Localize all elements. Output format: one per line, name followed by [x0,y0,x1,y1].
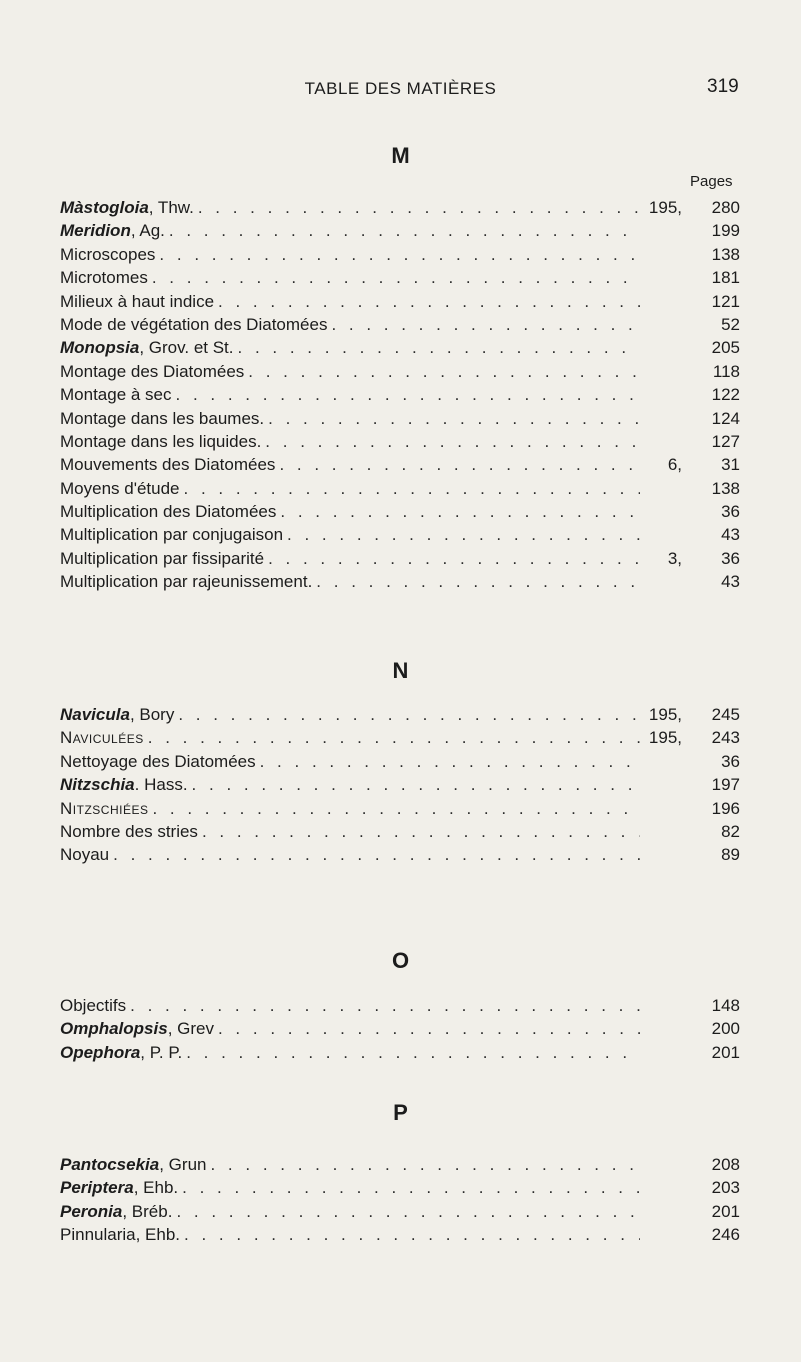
dot-leader [218,290,640,313]
page-ref: 31 [721,455,740,475]
genus-name: Màstogloia [60,198,149,217]
index-list-n [60,703,740,867]
index-entry [60,219,740,242]
dot-leader [184,1223,640,1246]
page-ref: 138 [711,244,740,264]
dot-leader [331,313,640,336]
entry-term: Multiplication par rajeunissement. [60,572,313,592]
page-ref: 201 [711,1201,740,1221]
index-entry [60,1041,740,1064]
dot-leader [280,500,640,523]
genus-name: Navicula [60,705,130,724]
page-ref: 138 [711,478,740,498]
page-ref-primary: 6, [667,455,682,475]
page-ref: 36 [721,751,740,771]
page-ref: 199 [711,221,740,241]
page-ref: 203 [711,1178,740,1198]
family-name: Nitzschiées [60,798,149,818]
entry-term: Nettoyage des Diatomées [60,751,256,771]
page-ref: 196 [711,798,740,818]
index-entry [60,570,740,593]
family-name: Naviculées [60,728,144,748]
genus-name: Peronia [60,1201,123,1221]
page-ref: 246 [711,1225,740,1245]
page-ref: 122 [711,385,740,405]
page-ref: 245 [711,705,740,724]
page-ref: 121 [711,291,740,311]
page-ref: 181 [711,268,740,288]
index-entry [60,843,740,866]
entry-term: Montage dans les liquides. [60,431,262,451]
entry-term [60,726,144,749]
entry-term: Nombre des stries [60,821,198,841]
index-list-o [60,994,740,1064]
dot-leader [113,843,640,866]
page-ref: 118 [712,361,740,381]
entry-term [60,219,165,242]
dot-leader [176,1200,640,1223]
index-entry [60,500,740,523]
page-ref: 89 [721,845,740,865]
genus-name: Meridion [60,221,131,241]
entry-term: Pinnularia, Ehb. [60,1225,181,1245]
genus-name: Nitzschia [60,775,135,795]
dot-leader [210,1153,640,1176]
entry-term [60,1176,178,1199]
dot-leader [202,820,640,843]
page-ref: 205 [711,338,740,358]
page-ref: 197 [711,775,740,795]
index-entry [60,453,740,476]
dot-leader [218,1017,640,1040]
dot-leader [182,1176,640,1199]
running-header: TABLE DES MATIÈRES [304,79,497,98]
dot-leader [260,750,640,773]
dot-leader [152,797,640,820]
dot-leader [178,703,640,726]
index-entry [60,336,740,359]
genus-name: Periptera [60,1178,134,1198]
entry-term [60,336,234,359]
entry-term: Noyau [60,845,110,865]
index-entry [60,773,740,796]
index-entry [60,313,740,336]
dot-leader [152,266,640,289]
index-entry [60,266,740,289]
authority: , Thw. [148,198,194,217]
index-entry [60,1200,740,1223]
pages-column-label: Pages [690,173,733,190]
index-entry [60,383,740,406]
section-letter-n: N [392,658,409,683]
dot-leader [316,570,640,593]
entry-term: Multiplication des Diatomées [60,502,277,522]
entry-term: Objectifs [60,996,127,1015]
dot-leader [268,407,640,430]
dot-leader [265,430,640,453]
dot-leader [287,523,640,546]
dot-leader [169,219,640,242]
index-entry [60,290,740,313]
dot-leader [184,477,641,500]
page-ref: 200 [711,1019,740,1039]
entry-term: Montage dans les baumes. [60,408,265,428]
entry-term [60,1041,182,1064]
entry-term [60,773,188,796]
index-entry [60,726,740,749]
page-ref: 36 [721,502,740,522]
authority: . Hass. [134,775,188,795]
index-list-p [60,1153,740,1247]
dot-leader [248,360,640,383]
index-entry [60,797,740,820]
section-letter-o: O [391,948,410,973]
page-ref-primary: 195, [648,705,682,724]
entry-term: Mouvements des Diatomées [60,455,276,475]
index-entry [60,523,740,546]
entry-term: Multiplication par conjugaison [60,525,284,545]
genus-name: Pantocsekia [60,1155,160,1174]
page-ref: 201 [711,1042,740,1062]
page-ref: 243 [711,728,740,748]
index-entry [60,750,740,773]
dot-leader [186,1041,640,1064]
section-letter-p: P [393,1100,408,1125]
dot-leader [198,196,640,219]
index-entry [60,407,740,430]
entry-term [60,196,194,219]
dot-leader [130,994,640,1017]
index-entry [60,1017,740,1040]
authority: , Grev [167,1019,214,1039]
entry-term: Montage des Diatomées [60,361,245,381]
index-entry [60,1223,740,1246]
index-entry [60,703,740,726]
entry-term [60,703,174,726]
page-ref-primary: 195, [648,728,682,748]
genus-name: Omphalopsis [60,1019,168,1039]
dot-leader [176,383,640,406]
entry-term [60,1153,206,1176]
authority: , Ehb. [133,1178,179,1198]
entry-term [60,1017,214,1040]
index-entry [60,196,740,219]
index-entry [60,1153,740,1176]
index-entry [60,547,740,570]
genus-name: Opephora [60,1042,141,1062]
authority: , Ag. [130,221,165,241]
page-ref: 43 [721,525,740,545]
page-ref: 124 [711,408,740,428]
authority: , Bory [129,705,175,724]
page-ref: 127 [711,431,740,451]
page-ref-primary: 195, [648,198,682,217]
index-entry [60,1176,740,1199]
dot-leader [192,773,640,796]
dot-leader [238,336,641,359]
entry-term [60,1200,172,1223]
page-ref: 208 [711,1155,740,1174]
entry-term [60,797,148,820]
entry-term: Moyens d'étude [60,478,180,498]
dot-leader [159,243,640,266]
genus-name: Monopsia [60,338,140,358]
index-entry [60,360,740,383]
index-entry [60,243,740,266]
index-entry [60,430,740,453]
index-entry [60,994,740,1017]
entry-term: Microscopes [60,244,156,264]
dot-leader [279,453,640,476]
dot-leader [268,547,640,570]
page-ref: 148 [711,996,740,1015]
index-list-m [60,196,740,594]
page-ref: 52 [721,314,740,334]
page-ref: 82 [721,821,740,841]
entry-term: Multiplication par fissiparité [60,548,265,568]
authority: , Bréb. [122,1201,173,1221]
page-ref: 43 [721,572,740,592]
entry-term: Microtomes [60,268,148,288]
dot-leader [148,726,640,749]
page-number: 319 [707,76,739,97]
authority: , Grov. et St. [139,338,234,358]
page-ref-primary: 3, [667,548,682,568]
entry-term: Montage à sec [60,385,172,405]
index-entry [60,820,740,843]
authority: , P. P. [140,1042,183,1062]
entry-term: Milieux à haut indice [60,291,215,311]
page-ref: 36 [721,548,740,568]
index-entry [60,477,740,500]
section-letter-m: M [391,143,410,168]
entry-term: Mode de végétation des Diatomées [60,314,328,334]
authority: , Grun [159,1155,207,1174]
page-ref: 280 [711,198,740,217]
